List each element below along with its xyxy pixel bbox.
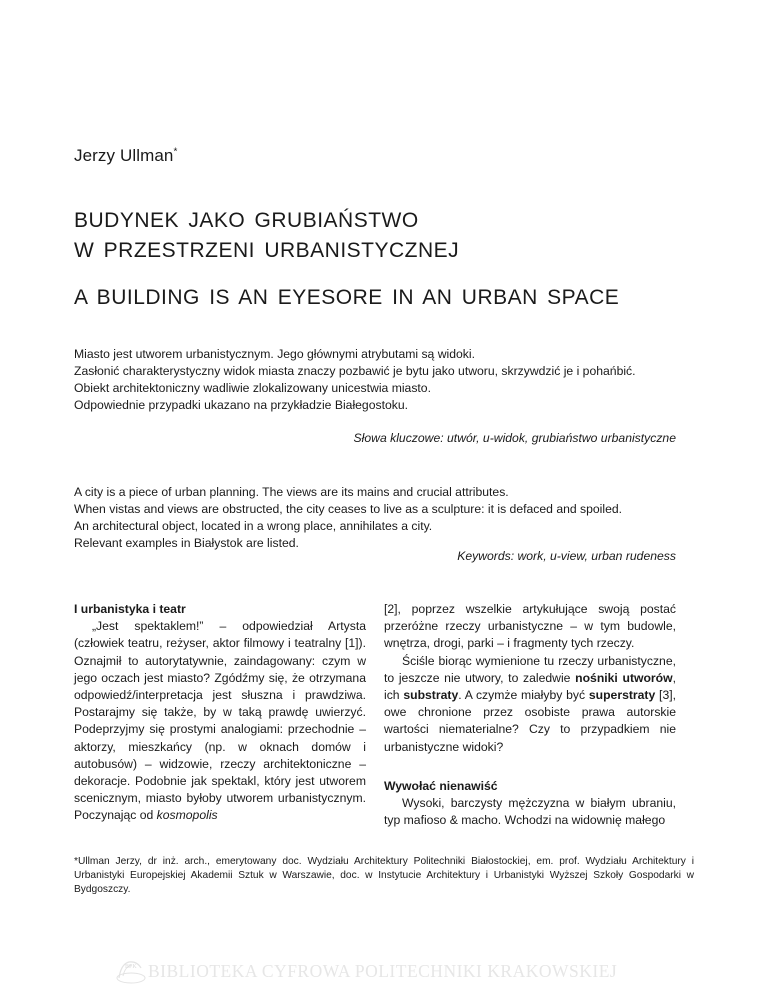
body-paragraph [74,618,366,824]
body-bold: superstraty [588,688,656,703]
abstract-english [74,484,696,552]
abstract-polish-line: Zasłonić charakterystyczny widok miasta znaczy pozbawić je bytu jako utworu, skrzywdzić je i pohańbić. [74,364,636,378]
section-heading: Wywołać nienawiść [384,778,498,793]
keywords-polish: Słowa kluczowe: utwór, u-widok, grubiaństwo urbanistyczne [353,431,676,445]
author-footnote-mark: * [173,146,178,158]
author-name-text: Jerzy Ullman [74,146,174,165]
section-heading: I urbanistyka i teatr [74,602,186,616]
library-logo-text: BPK [125,964,137,970]
body-paragraph: Wysoki, barczysty mężczyzna w białym ubraniu, typ mafioso & macho. Wchodzi na widownię małego [384,796,676,828]
body-italic: kosmopolis [156,808,218,823]
body-bold: substraty [403,688,459,703]
body-text: „Jest spektaklem!” – odpowiedział Artysta (człowiek teatru, reżyser, aktor filmowy i teatralny [1]). Oznajmił to autorytatywnie, zaindagowany: czym w jego oczach jest miasto? Zgódźmy się, że otrzymana odpowiedź/interpretacja jest słuszna i prawdziwa. Postarajmy się także, by w taką prawdę uwierzyć. Podeprzyjmy się prostymi analogiami: przechodnie – aktorzy, mieszkańcy (np. w oknach domów i autobusów) – widzowie, rzeczy architektoniczne – dekoracje. Podobnie jak spektakl, który jest utworem scenicznym, miasto byłoby utworem urbanistycznym. Poczynając od [74,619,366,823]
title-polish [74,206,459,266]
body-column-left [74,601,366,825]
abstract-polish-line: Miasto jest utworem urbanistycznym. Jego głównymi atrybutami są widoki. [74,347,475,361]
body-text: , ich [384,670,676,703]
body-paragraph [384,653,676,756]
body-text: . A czymże miałyby być [458,688,589,703]
library-watermark [0,953,768,993]
abstract-polish-line: Obiekt architektoniczny wadliwie zlokalizowany unicestwia miasto. [74,381,431,395]
title-polish-line-2: W PRZESTRZENI URBANISTYCZNEJ [74,239,460,262]
body-column-right [384,601,676,829]
body-text: [2], poprzez wszelkie artykułujące swoją postać przeróżne rzeczy urbanistyczne – w tym budowle, wnętrza, drogi, parki – i fragmenty tych rzeczy. [384,602,676,651]
abstract-polish [74,346,696,414]
body-bold: nośniki utworów [575,670,673,685]
abstract-english-line: When vistas and views are obstructed, the city ceases to live as a sculpture: it is defaced and spoiled. [74,502,623,516]
library-watermark-text: BIBLIOTEKA CYFROWA POLITECHNIKI KRAKOWSKIEJ [148,961,618,981]
keywords-english: Keywords: work, u-view, urban rudeness [457,549,676,563]
library-logo-icon [111,956,147,986]
title-english: A BUILDING IS AN EYESORE IN AN URBAN SPACE [74,286,620,309]
author-name [74,146,177,166]
body-text: Ściśle biorąc wymienione tu rzeczy urbanistyczne, to jeszcze nie utwory, to zaledwie [384,653,676,685]
abstract-polish-line: Odpowiednie przypadki ukazano na przykładzie Białegostoku. [74,398,409,412]
abstract-english-line: A city is a piece of urban planning. The views are its mains and crucial attributes. [74,485,509,499]
body-text: [3], owe chronione przez osobiste prawa autorskie wartości niematerialne? Czy to przypadkiem nie urbanistyczne widoki? [384,688,676,754]
footnote: *Ullman Jerzy, dr inż. arch., emerytowany doc. Wydziału Architektury Politechniki Białostockiej, em. prof. Wydziału Architektury i Urbanistyki Europejskiej Akademii Sztuk w Warszawie, doc. w Instytucie Architektury i Urbanistyki Wyższej Szkoły Gospodarki w Bydgoszczy. [74,856,694,895]
title-polish-line-1: BUDYNEK JAKO GRUBIAŃSTWO [74,209,419,232]
abstract-english-line: An architectural object, located in a wrong place, annihilates a city. [74,519,433,533]
abstract-english-line: Relevant examples in Białystok are listed. [74,536,299,550]
body-paragraph [384,601,676,653]
